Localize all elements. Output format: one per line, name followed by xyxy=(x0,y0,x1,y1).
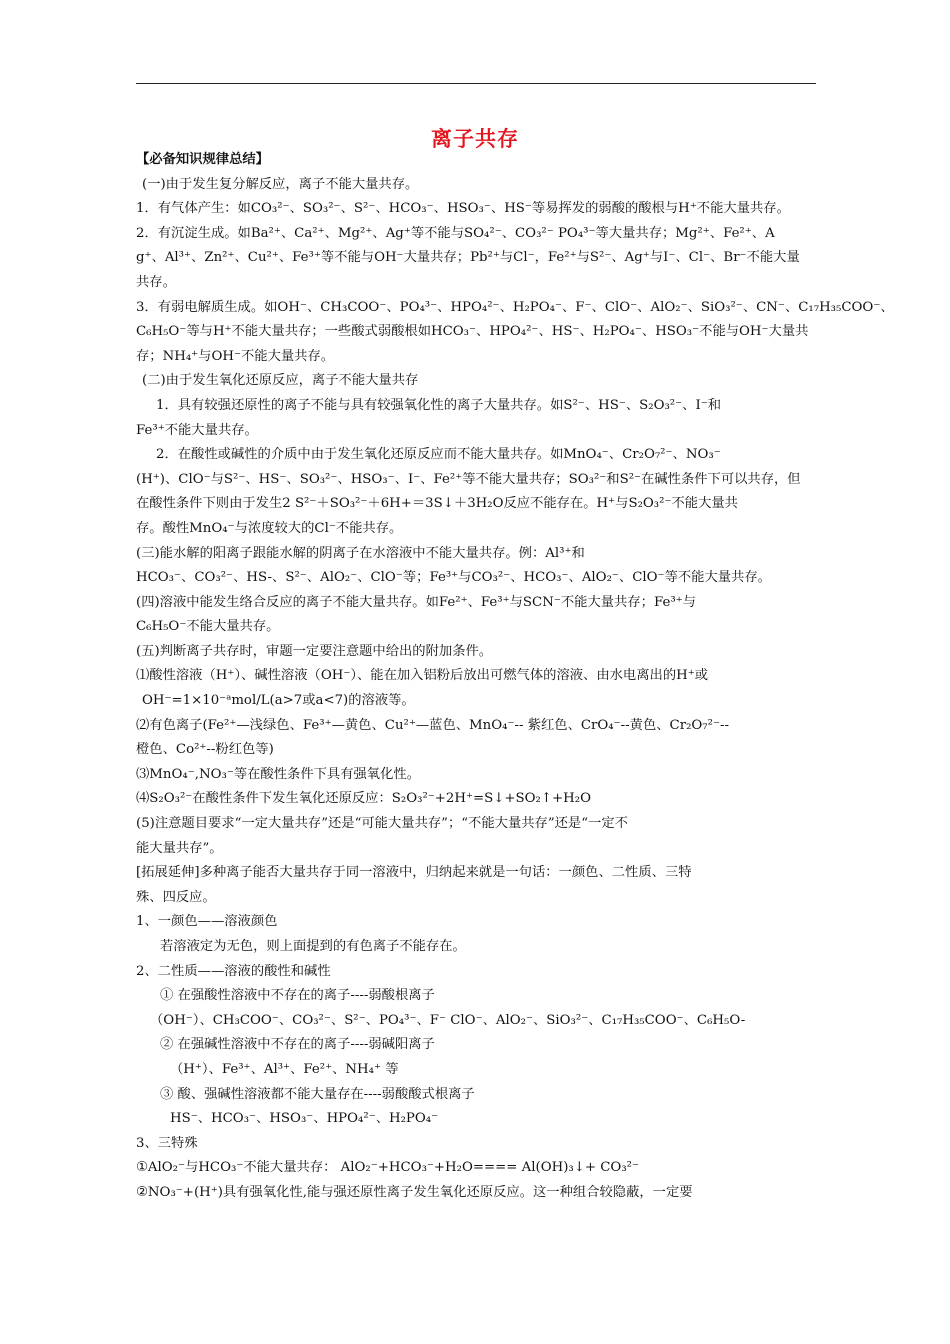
paragraph-line: ①AlO₂⁻与HCO₃⁻不能大量共存： AlO₂⁻+HCO₃⁻+H₂O==== Al(OH)₃↓+ CO₃²⁻ xyxy=(136,1160,639,1176)
paragraph-line: (二)由于发生氧化还原反应，离子不能大量共存 xyxy=(142,373,419,389)
paragraph-line: ① 在强酸性溶液中不存在的离子----弱酸根离子 xyxy=(160,988,435,1004)
paragraph-line: (五)判断离子共存时，审题一定要注意题中给出的附加条件。 xyxy=(136,643,493,659)
paragraph-line: 1．具有较强还原性的离子不能与具有较强氧化性的离子大量共存。如S²⁻、HS⁻、S₂O₃²⁻、I⁻和 xyxy=(156,397,722,413)
document-body xyxy=(136,148,894,1206)
paragraph-line: ⑷S₂O₃²⁻在酸性条件下发生氧化还原反应：S₂O₃²⁻+2H⁺=S↓+SO₂↑+H₂O xyxy=(136,791,591,807)
paragraph-line: (5)注意题目要求“一定大量共存”还是“可能大量共存”；“不能大量共存”还是“一定不 xyxy=(136,816,628,832)
paragraph-line: Fe³⁺不能大量共存。 xyxy=(136,422,258,438)
paragraph-line: （H⁺）、Fe³⁺、Al³⁺、Fe²⁺、NH₄⁺ 等 xyxy=(170,1061,399,1077)
paragraph-line: 1．有气体产生：如CO₃²⁻、SO₃²⁻、S²⁻、HCO₃⁻、HSO₃⁻、HS⁻等易挥发的弱酸的酸根与H⁺不能大量共存。 xyxy=(136,201,790,217)
paragraph-line: ⑵有色离子(Fe²⁺—浅绿色、Fe³⁺—黄色、Cu²⁺—蓝色、MnO₄⁻-- 紫红色、CrO₄⁻--黄色、Cr₂O₇²⁻-- xyxy=(136,717,729,733)
paragraph-line: ②NO₃⁻+(H⁺)具有强氧化性,能与强还原性离子发生氧化还原反应。这一种组合较隐蔽，一定要 xyxy=(136,1184,693,1200)
paragraph-line: 3．有弱电解质生成。如OH⁻、CH₃COO⁻、PO₄³⁻、HPO₄²⁻、H₂PO₄⁻、F⁻、ClO⁻、AlO₂⁻、SiO₃²⁻、CN⁻、C₁₇H₃₅COO⁻、 xyxy=(136,299,894,315)
paragraph-line: ⑴酸性溶液（H⁺）、碱性溶液（OH⁻）、能在加入铝粉后放出可燃气体的溶液、由水电离出的H⁺或 xyxy=(136,668,709,684)
paragraph-line: 橙色、Co²⁺--粉红色等) xyxy=(136,742,274,758)
header-rule xyxy=(136,83,816,84)
paragraph-line: 在酸性条件下则由于发生2 S²⁻＋SO₃²⁻＋6H+＝3S↓＋3H₂O反应不能存在。H⁺与S₂O₃²⁻不能大量共 xyxy=(136,496,738,512)
paragraph-line: HCO₃⁻、CO₃²⁻、HS-、S²⁻、AlO₂⁻、ClO⁻等；Fe³⁺与CO₃²⁻、HCO₃⁻、AlO₂⁻、ClO⁻等不能大量共存。 xyxy=(136,570,771,586)
paragraph-line: 能大量共存”。 xyxy=(136,840,223,856)
paragraph-line: 共存。 xyxy=(136,274,176,290)
paragraph-line: (H⁺)、ClO⁻与S²⁻、HS⁻、SO₃²⁻、HSO₃⁻、I⁻、Fe²⁺等不能大量共存；SO₃²⁻和S²⁻在碱性条件下可以共存，但 xyxy=(136,471,801,487)
paragraph-line: 2．有沉淀生成。如Ba²⁺、Ca²⁺、Mg²⁺、Ag⁺等不能与SO₄²⁻、CO₃²⁻ PO₄³⁻等大量共存；Mg²⁺、Fe²⁺、A xyxy=(136,225,775,241)
paragraph-line: 存；NH₄⁺与OH⁻不能大量共存。 xyxy=(136,348,335,364)
paragraph-line: [拓展延伸]多种离子能否大量共存于同一溶液中，归纳起来就是一句话：一颜色、二性质、三特 xyxy=(136,865,692,881)
paragraph-line: ⑶MnO₄⁻,NO₃⁻等在酸性条件下具有强氧化性。 xyxy=(136,766,420,782)
paragraph-line: HS⁻、HCO₃⁻、HSO₃⁻、HPO₄²⁻、H₂PO₄⁻ xyxy=(170,1111,439,1127)
paragraph-line: ③ 酸、强碱性溶液都不能大量存在----弱酸酸式根离子 xyxy=(160,1086,475,1102)
paragraph-line: OH⁻=1×10⁻ᵃmol/L(a>7或a<7)的溶液等。 xyxy=(142,693,415,709)
paragraph-line: 2．在酸性或碱性的介质中由于发生氧化还原反应而不能大量共存。如MnO₄⁻、Cr₂O₇²⁻、NO₃⁻ xyxy=(156,447,721,463)
paragraph-line: (一)由于发生复分解反应，离子不能大量共存。 xyxy=(142,176,419,192)
paragraph-line: 若溶液定为无色，则上面提到的有色离子不能存在。 xyxy=(160,939,466,954)
page-title: 离子共存 xyxy=(431,127,519,151)
paragraph-line: C₆H₅O⁻不能大量共存。 xyxy=(136,619,280,635)
paragraph-line: (四)溶液中能发生络合反应的离子不能大量共存。如Fe²⁺、Fe³⁺与SCN⁻不能大量共存；Fe³⁺与 xyxy=(136,594,696,610)
paragraph-line: 存。酸性MnO₄⁻与浓度较大的Cl⁻不能共存。 xyxy=(136,520,403,536)
paragraph-line: 2、二性质——溶液的酸性和碱性 xyxy=(136,963,331,979)
section-heading: 【必备知识规律总结】 xyxy=(136,152,269,167)
paragraph-line: (三)能水解的阳离子跟能水解的阴离子在水溶液中不能大量共存。例：Al³⁺和 xyxy=(136,545,585,561)
paragraph-line: 1、一颜色——溶液颜色 xyxy=(136,914,278,930)
paragraph-line: （OH⁻）、CH₃COO⁻、CO₃²⁻、S²⁻、PO₄³⁻、F⁻ ClO⁻、AlO₂⁻、SiO₃²⁻、C₁₇H₃₅COO⁻、C₆H₅O- xyxy=(150,1012,746,1028)
paragraph-line: ② 在强碱性溶液中不存在的离子----弱碱阳离子 xyxy=(160,1037,435,1053)
paragraph-line: 殊、四反应。 xyxy=(136,889,216,905)
paragraph-line: g⁺、Al³⁺、Zn²⁺、Cu²⁺、Fe³⁺等不能与OH⁻大量共存；Pb²⁺与Cl⁻，Fe²⁺与S²⁻、Ag⁺与I⁻、Cl⁻、Br⁻不能大量 xyxy=(136,250,800,266)
paragraph-line: 3、三特殊 xyxy=(136,1135,198,1151)
paragraph-line: C₆H₅O⁻等与H⁺不能大量共存；一些酸式弱酸根如HCO₃⁻、HPO₄²⁻、HS⁻、H₂PO₄⁻、HSO₃⁻不能与OH⁻大量共 xyxy=(136,324,809,340)
